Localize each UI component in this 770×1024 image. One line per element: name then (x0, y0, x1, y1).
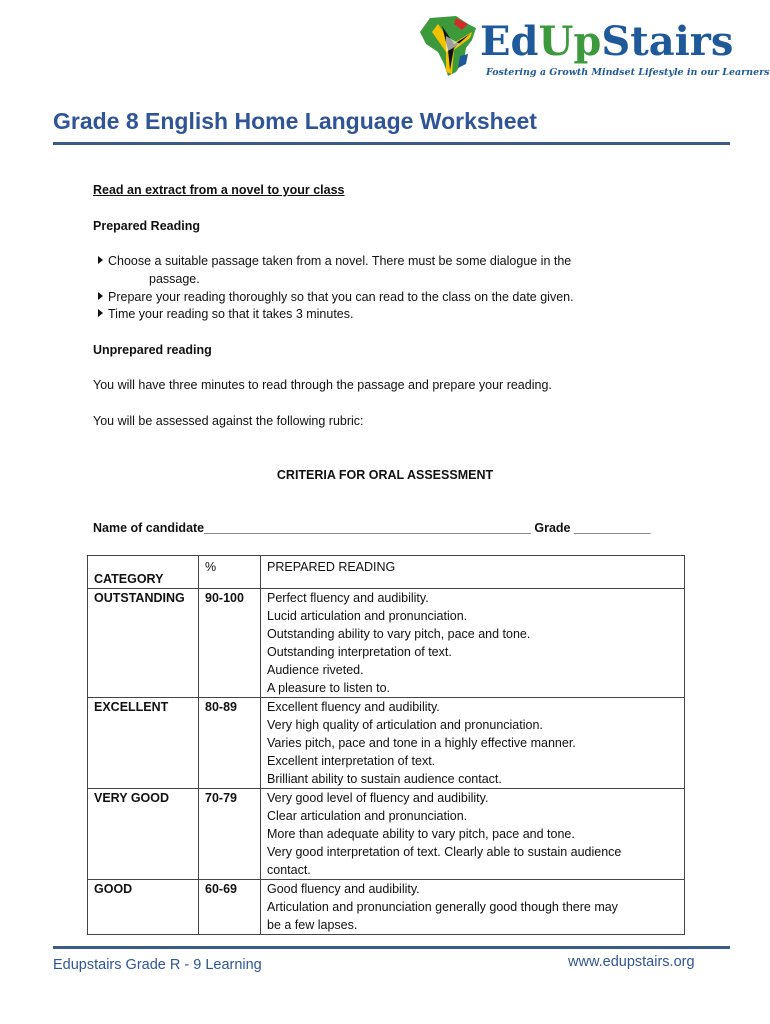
table-row (88, 789, 685, 880)
rubric-table (87, 555, 685, 935)
header-percent: % (199, 556, 261, 589)
row-percent: 80-89 (199, 698, 261, 789)
row-description: Very good level of fluency and audibility. Clear articulation and pronunciation. More than adequate ability to vary pitch, pace and tone. Very good interpretation of text. Clearly able to sustain audience contact. (261, 789, 685, 880)
row-description: Good fluency and audibility. Articulation and pronunciation generally good though there may be a few lapses. (261, 880, 685, 935)
table-header-row (88, 556, 685, 589)
row-percent: 90-100 (199, 589, 261, 698)
footer-site-name: Edupstairs Grade R - 9 Learning (53, 957, 262, 973)
logo-wordmark: EdUpStairs (480, 18, 734, 65)
header-category: CATEGORY (88, 556, 199, 589)
bullet-arrow-icon (98, 292, 103, 300)
table-row (88, 589, 685, 698)
footer-url[interactable]: www.edupstairs.org (568, 954, 695, 970)
bullet-continuation: passage. (149, 272, 200, 286)
unprepared-reading-heading: Unprepared reading (93, 343, 212, 357)
prepared-reading-heading: Prepared Reading (93, 219, 200, 233)
table-row (88, 880, 685, 935)
table-row (88, 698, 685, 789)
title-divider (53, 142, 730, 145)
row-percent: 70-79 (199, 789, 261, 880)
bullet-arrow-icon (98, 309, 103, 317)
row-description: Perfect fluency and audibility. Lucid articulation and pronunciation. Outstanding ability to vary pitch, pace and tone. Outstanding interpretation of text. Audience riveted. A pleasure to listen to. (261, 589, 685, 698)
logo-tagline: Fostering a Growth Mindset Lifestyle in our Learners (486, 67, 770, 78)
page-title: Grade 8 English Home Language Worksheet (53, 108, 537, 134)
row-category: GOOD (88, 880, 199, 935)
bullet-arrow-icon (98, 256, 103, 264)
edupstairs-logo (416, 14, 770, 80)
candidate-name-line: Name of candidate_______________________________________________ Grade ___________ (93, 521, 651, 535)
header-description: PREPARED READING (261, 556, 685, 589)
row-category: OUTSTANDING (88, 589, 199, 698)
row-category: VERY GOOD (88, 789, 199, 880)
bullet-item: Choose a suitable passage taken from a novel. There must be some dialogue in the (98, 254, 571, 268)
criteria-heading: CRITERIA FOR ORAL ASSESSMENT (276, 468, 494, 482)
row-category: EXCELLENT (88, 698, 199, 789)
intro-instruction: Read an extract from a novel to your class (93, 183, 345, 197)
bullet-item: Time your reading so that it takes 3 minutes. (98, 307, 353, 321)
footer-divider (53, 946, 730, 949)
unprepared-reading-text: You will have three minutes to read through the passage and prepare your reading. (93, 378, 552, 392)
bullet-item: Prepare your reading thoroughly so that you can read to the class on the date given. (98, 290, 574, 304)
row-percent: 60-69 (199, 880, 261, 935)
africa-flag-icon (416, 14, 486, 80)
rubric-intro: You will be assessed against the following rubric: (93, 414, 364, 428)
row-description: Excellent fluency and audibility. Very high quality of articulation and pronunciation. Varies pitch, pace and tone in a highly effective manner. Excellent interpretation of text. Brilliant ability to sustain audience contact. (261, 698, 685, 789)
